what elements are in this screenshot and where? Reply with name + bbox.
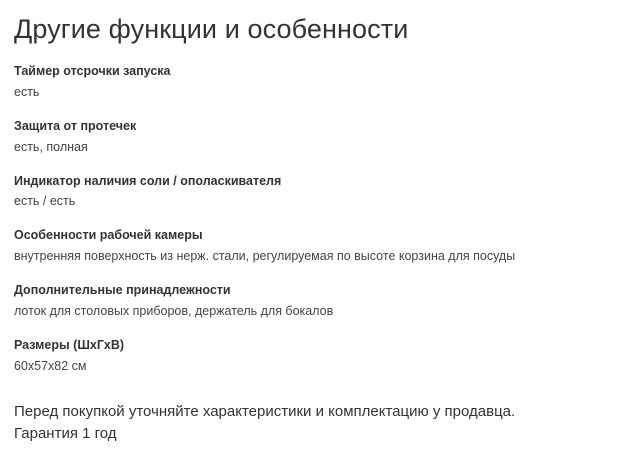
- spec-label: Таймер отсрочки запуска: [14, 64, 171, 79]
- spec-value: лоток для столовых приборов, держатель для бокалов: [14, 303, 334, 318]
- spec-label: Индикатор наличия соли / ополаскивателя: [14, 173, 282, 188]
- purchase-note-line-1: Перед покупкой уточняйте характеристики и комплектацию у продавца.: [14, 402, 516, 420]
- spec-label: Особенности рабочей камеры: [14, 228, 203, 243]
- list-item: [14, 63, 612, 101]
- spec-value: 60x57x82 см: [14, 358, 87, 373]
- spec-value: есть / есть: [14, 194, 76, 209]
- list-item: [14, 282, 612, 320]
- spec-value: внутренняя поверхность из нерж. стали, регулируемая по высоте корзина для посуды: [14, 249, 516, 264]
- purchase-note: [14, 401, 612, 446]
- spec-label: Размеры (ШхГхВ): [14, 337, 125, 352]
- warranty-line: Гарантия 1 год: [14, 425, 117, 443]
- list-item: [14, 173, 612, 211]
- spec-value: есть: [14, 84, 40, 99]
- list-item: [14, 227, 612, 265]
- spec-label: Дополнительные принадлежности: [14, 283, 231, 298]
- spec-list: [14, 63, 612, 375]
- list-item: [14, 118, 612, 156]
- list-item: [14, 337, 612, 375]
- page-title: Другие функции и особенности: [14, 14, 409, 44]
- spec-value: есть, полная: [14, 139, 88, 154]
- spec-label: Защита от протечек: [14, 118, 137, 133]
